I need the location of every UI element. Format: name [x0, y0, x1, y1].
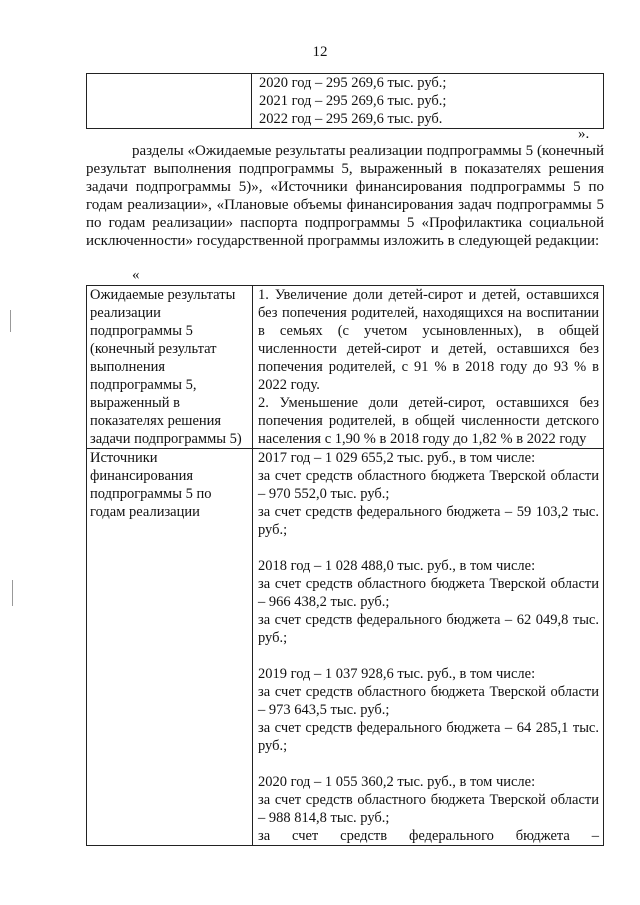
amount-line: 2021 год – 295 269,6 тыс. руб.;	[259, 93, 447, 109]
funding-year-block	[258, 449, 599, 539]
passport-table	[86, 285, 604, 846]
amount-line: 2022 год – 295 269,6 тыс. руб.	[259, 111, 443, 127]
continued-table	[86, 73, 604, 129]
result-item: 2. Уменьшение доли детей-сирот, оставшихся без попечения родителей, в общей численности детского населения с 1,90 % в 2018 году до 1,82 % в 2022 году	[258, 395, 599, 447]
results-value-cell	[253, 286, 604, 449]
year-total: 2020 год – 1 055 360,2 тыс. руб., в том числе:	[258, 774, 536, 790]
year-total: 2017 год – 1 029 655,2 тыс. руб., в том числе:	[258, 450, 536, 466]
funding-value-cell	[253, 449, 604, 846]
regional-budget: за счет средств областного бюджета Тверской области – 973 643,5 тыс. руб.;	[258, 684, 599, 718]
scan-margin-mark	[10, 310, 11, 332]
funding-label: Источники финансирования подпрограммы 5 по годам реализации	[90, 450, 212, 520]
amount-line: 2020 год – 295 269,6 тыс. руб.;	[259, 75, 447, 91]
federal-budget: за счет средств федерального бюджета – 64 285,1 тыс. руб.;	[258, 720, 599, 754]
year-total: 2019 год – 1 037 928,6 тыс. руб., в том числе:	[258, 666, 536, 682]
funding-label-cell	[87, 449, 253, 846]
body-paragraph: разделы «Ожидаемые результаты реализации подпрограммы 5 (конечный результат выполнения подпрограммы 5, выраженный в показателях решения задачи подпрограммы 5)», «Источники финансирования подпрограммы 5 по годам реализации», «Плановые объемы финансирования задач подпрограммы 5 по годам реализации» паспорта подпрограммы 5 «Профилактика социальной исключенности» государственной программы изложить в следующей редакции:	[86, 143, 604, 249]
page-number: 12	[312, 44, 328, 60]
federal-budget: за счет средств федерального бюджета – 62 049,8 тыс. руб.;	[258, 612, 599, 646]
federal-budget: за счет средств федерального бюджета –	[258, 828, 599, 844]
empty-cell	[87, 74, 252, 129]
table-row	[87, 449, 604, 846]
amounts-cell	[252, 74, 604, 129]
federal-budget: за счет средств федерального бюджета – 59 103,2 тыс. руб.;	[258, 504, 599, 538]
results-label: Ожидаемые результаты реализации подпрограммы 5 (конечный результат выполнения подпрограммы 5, выраженный в показателях решения задачи подпрограммы 5)	[90, 287, 242, 447]
results-label-cell	[87, 286, 253, 449]
funding-year-block	[258, 557, 599, 647]
closing-quote: ».	[578, 126, 590, 142]
regional-budget: за счет средств областного бюджета Тверской области – 966 438,2 тыс. руб.;	[258, 576, 599, 610]
opening-quote: «	[132, 267, 140, 283]
regional-budget: за счет средств областного бюджета Тверской области – 988 814,8 тыс. руб.;	[258, 792, 599, 826]
table-row	[87, 286, 604, 449]
regional-budget: за счет средств областного бюджета Тверской области – 970 552,0 тыс. руб.;	[258, 468, 599, 502]
scan-margin-mark	[12, 580, 13, 606]
funding-year-block	[258, 773, 599, 845]
year-total: 2018 год – 1 028 488,0 тыс. руб., в том числе:	[258, 558, 536, 574]
result-item: 1. Увеличение доли детей-сирот и детей, оставшихся без попечения родителей, находящихся на воспитании в семьях (с учетом усыновленных), в общей численности детей-сирот и детей, оставшихся без попечения родителей, с 91 % в 2018 году до 93 % в 2022 году.	[258, 287, 599, 393]
table-row	[87, 74, 604, 129]
funding-year-block	[258, 665, 599, 755]
